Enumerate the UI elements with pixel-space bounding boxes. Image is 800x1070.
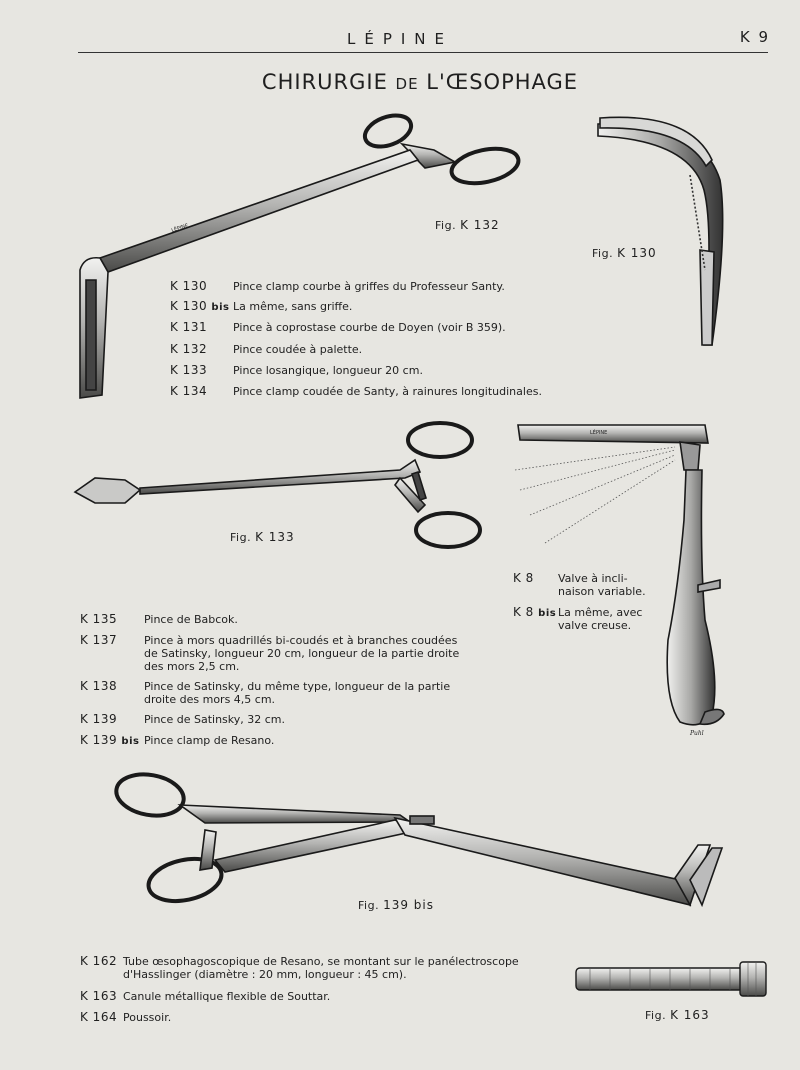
caption-fig-k132: Fig. K 132 <box>435 218 500 232</box>
figure-k130-instrument <box>598 117 723 345</box>
list-item: K 8 bis La même, avec valve creuse. <box>513 605 643 632</box>
list-item: K 162 Tube œsophagoscopique de Resano, se montant sur le panélectroscope d'Hasslinger (diamètre : 20 mm, longueur : 45 cm). <box>80 954 519 981</box>
title-subject: L'ŒSOPHAGE <box>426 70 579 94</box>
engraver-signature: Puhl <box>690 730 704 737</box>
catalogue-list-k135-k139bis <box>80 613 460 753</box>
list-item: K 134 Pince clamp coudée de Santy, à rainures longitudinales. <box>170 384 542 398</box>
list-item: K 138 Pince de Satinsky, du même type, longueur de la partie droite des mors 4,5 cm. <box>80 679 451 706</box>
figure-k133-instrument <box>75 423 480 547</box>
caption-fig-k139bis: Fig. 139 bis <box>358 898 434 912</box>
page-number: K 9 <box>739 28 770 46</box>
list-item: K 130 Pince clamp courbe à griffes du Professeur Santy. <box>170 279 505 293</box>
caption-fig-k163: Fig. K 163 <box>645 1008 710 1022</box>
title-de: DE <box>395 75 419 93</box>
list-item: K 164 Poussoir. <box>80 1010 172 1024</box>
list-item: K 131 Pince à coprostase courbe de Doyen (voir B 359). <box>170 320 506 334</box>
list-item: K 135 Pince de Babcok. <box>80 612 238 626</box>
catalogue-list-k162-k164 <box>80 955 540 1035</box>
caption-fig-k133: Fig. K 133 <box>230 530 295 544</box>
list-item: K 132 Pince coudée à palette. <box>170 342 363 356</box>
figure-k163-instrument <box>576 962 766 996</box>
title-main: CHIRURGIE <box>261 70 388 94</box>
catalogue-list-k8 <box>513 572 663 632</box>
list-item: K 163 Canule métallique flexible de Souttar. <box>80 989 331 1003</box>
engraving-mark: LÉPINE <box>170 222 190 234</box>
running-header-brand: LÉPINE <box>346 30 453 48</box>
list-item: K 139 bis Pince clamp de Resano. <box>80 733 275 747</box>
list-item: K 133 Pince losangique, longueur 20 cm. <box>170 363 423 377</box>
list-item: K 137 Pince à mors quadrillés bi-coudés et à branches coudées de Satinsky, longueur 20 cm, longueur de la partie droite des mors 2,5 cm. <box>80 633 460 673</box>
catalogue-list-k130-k134 <box>170 280 550 400</box>
list-item: K 130 bis La même, sans griffe. <box>170 299 353 313</box>
caption-fig-k130: Fig. K 130 <box>592 246 657 260</box>
list-item: K 139 Pince de Satinsky, 32 cm. <box>80 712 286 726</box>
figure-k139bis-instrument <box>113 769 722 907</box>
list-item: K 8 Valve à incli- naison variable. <box>513 571 646 598</box>
engraving-mark-k8: LÉPINE <box>590 430 608 436</box>
